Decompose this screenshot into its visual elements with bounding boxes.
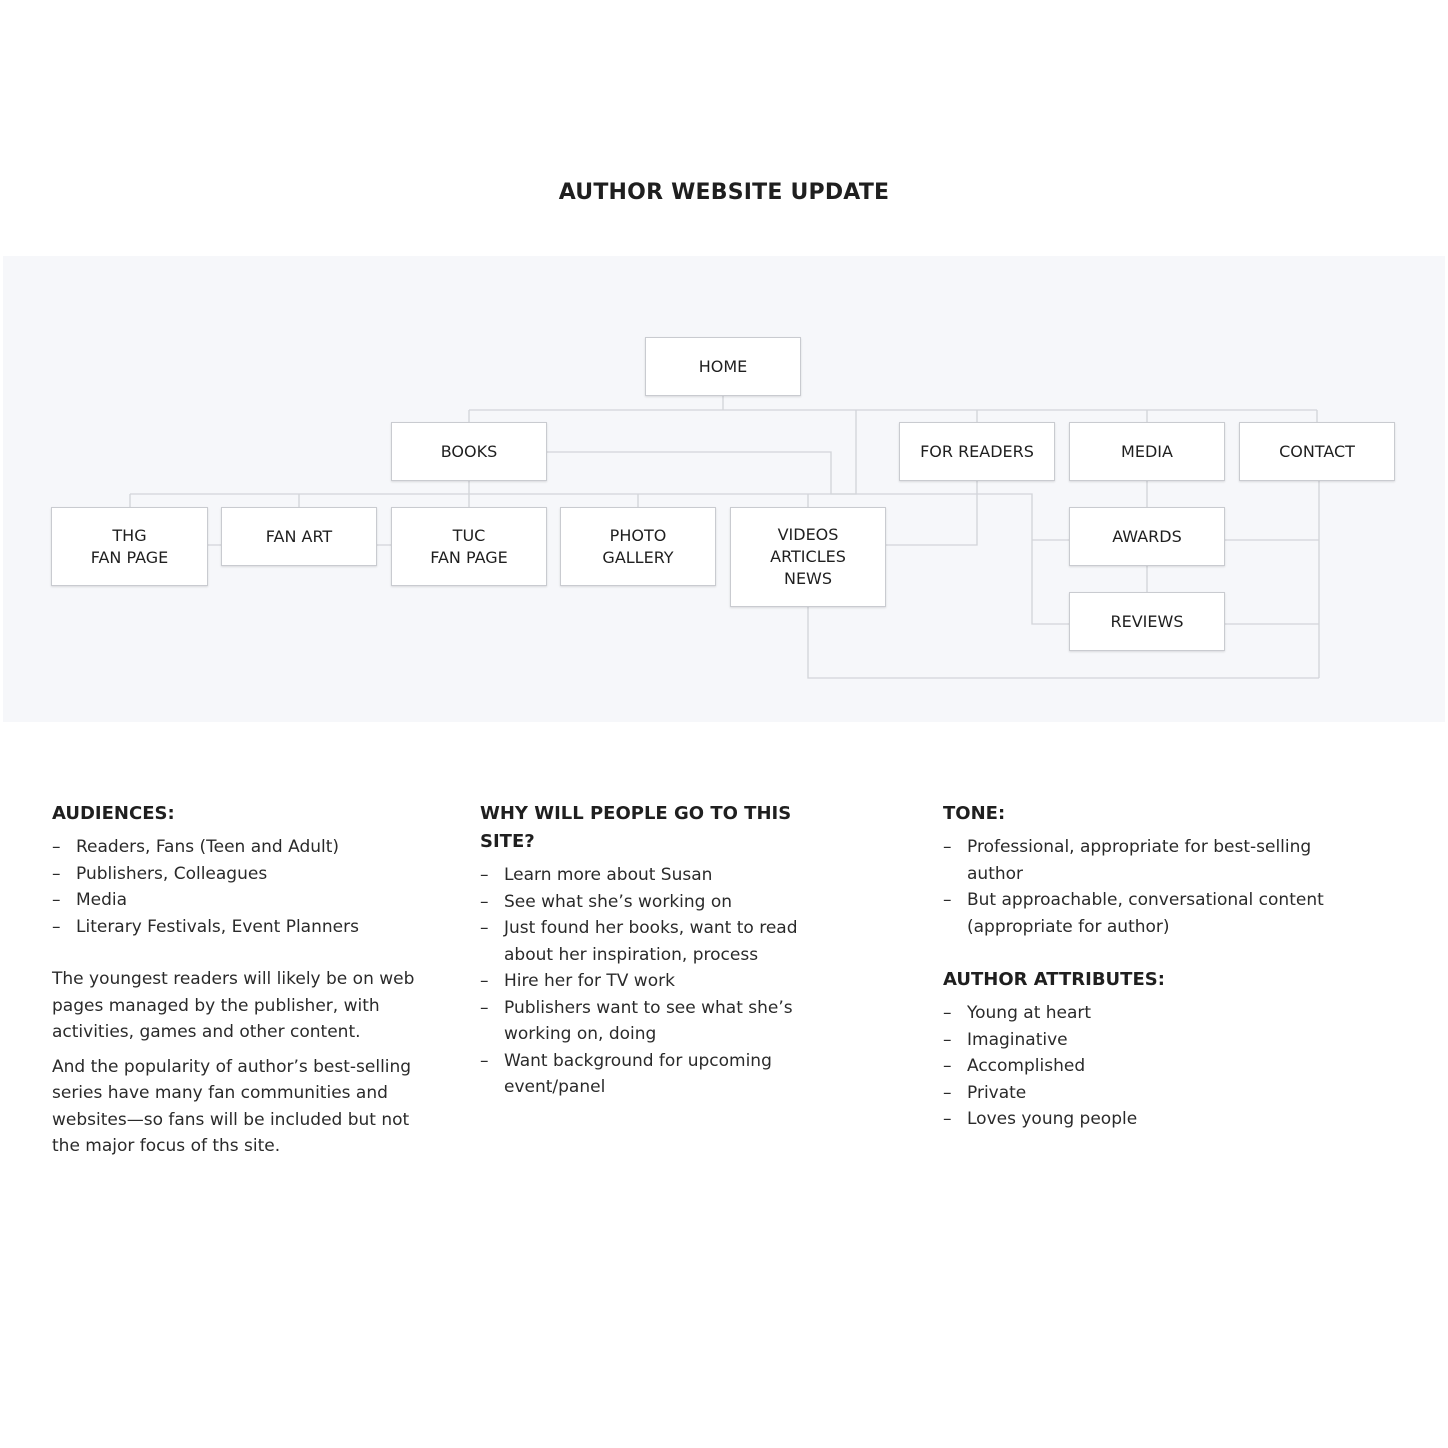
list-item: – Private [943,1080,1343,1107]
node-for-readers[interactable]: FOR READERS [899,422,1055,481]
node-books[interactable]: BOOKS [391,422,547,481]
list-item: – Young at heart [943,1000,1343,1027]
list-item: – Publishers, Colleagues [52,861,424,888]
tone-heading: TONE: [943,803,1006,824]
list-item: – See what she’s working on [480,889,810,916]
tone-list [943,834,1333,940]
list-item: – Professional, appropriate for best-selling author [943,834,1333,887]
list-item: – Hire her for TV work [480,968,810,995]
tone-section [943,800,1343,1133]
list-item: – Readers, Fans (Teen and Adult) [52,834,424,861]
audiences-paragraph: The youngest readers will likely be on web pages managed by the publisher, with activities, games and other content. [52,969,415,1042]
list-item: – Loves young people [943,1106,1343,1133]
why-heading: WHY WILL PEOPLE GO TO THIS SITE? [480,803,792,852]
sitemap-panel [3,256,1445,722]
audiences-heading: AUDIENCES: [52,803,175,824]
list-item: – But approachable, conversational content (appropriate for author) [943,887,1333,940]
audiences-paragraph: And the popularity of author’s best-selling series have many fan communities and websites—so fans will be included but not the major focus of ths site. [52,1056,412,1156]
list-item: – Publishers want to see what she’s working on, doing [480,995,810,1048]
attributes-list [943,1000,1343,1133]
node-tuc-fan-page[interactable]: TUC FAN PAGE [391,507,547,586]
list-item: – Imaginative [943,1027,1343,1054]
list-item: – Accomplished [943,1053,1343,1080]
node-photo-gallery[interactable]: PHOTO GALLERY [560,507,716,586]
list-item: – Just found her books, want to read about her inspiration, process [480,915,810,968]
audiences-section [52,800,424,1160]
node-home[interactable]: HOME [645,337,801,396]
node-media[interactable]: MEDIA [1069,422,1225,481]
node-fan-art[interactable]: FAN ART [221,507,377,566]
node-thg-fan-page[interactable]: THG FAN PAGE [51,507,208,586]
list-item: – Media [52,887,424,914]
why-list [480,862,810,1101]
node-videos-articles-news[interactable]: VIDEOS ARTICLES NEWS [730,507,886,607]
node-reviews[interactable]: REVIEWS [1069,592,1225,651]
list-item: – Literary Festivals, Event Planners [52,914,424,941]
why-section [480,800,830,1101]
node-awards[interactable]: AWARDS [1069,507,1225,566]
attributes-heading: AUTHOR ATTRIBUTES: [943,969,1165,990]
list-item: – Want background for upcoming event/panel [480,1048,810,1101]
audiences-list [52,834,424,940]
page-title: AUTHOR WEBSITE UPDATE [558,180,890,205]
node-contact[interactable]: CONTACT [1239,422,1395,481]
list-item: – Learn more about Susan [480,862,810,889]
